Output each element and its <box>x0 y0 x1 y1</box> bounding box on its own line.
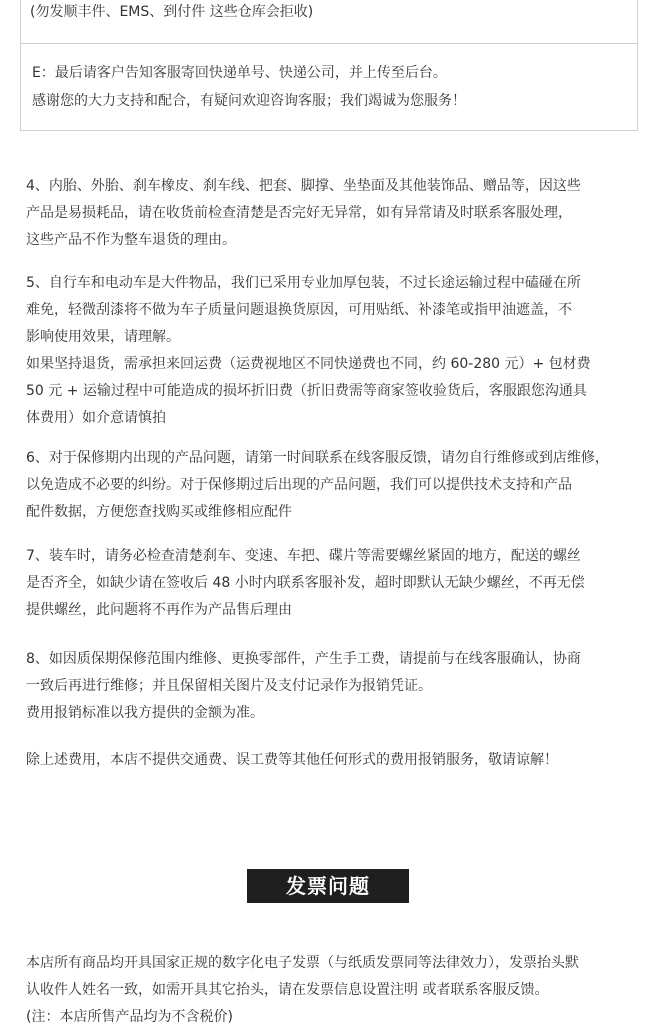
disclaimer-line: 除上述费用，本店不提供交通费、误工费等其他任何形式的费用报销服务，敬请谅解！ <box>26 752 558 768</box>
section-5-line: 影响使用效果，请理解。 <box>26 329 180 345</box>
section-6-line: 6、对于保修期内出现的产品问题，请第一时间联系在线客服反馈，请勿自行维修或到店维修， <box>26 450 609 466</box>
section-7-line: 提供螺丝，此问题将不再作为产品售后理由 <box>26 602 292 618</box>
invoice-line: 认收件人姓名一致，如需开具其它抬头，请在发票信息设置注明 或者联系客服反馈。 <box>26 982 549 998</box>
section-8-line: 费用报销标准以我方提供的金额为准。 <box>26 705 264 721</box>
section-4 <box>26 173 638 254</box>
section-4-line: 这些产品不作为整车退货的理由。 <box>26 232 236 248</box>
section-4-line: 产品是易损耗品，请在收货前检查清楚是否完好无异常，如有异常请及时联系客服处理， <box>26 205 572 221</box>
section-5-line: 体费用）如介意请慎拍 <box>26 410 166 426</box>
step-e-text: E：最后请客户告知客服寄回快递单号、快递公司，并上传至后台。 <box>32 65 447 81</box>
invoice-note: (注：本店所售产品均为不含税价) <box>26 1009 233 1025</box>
thanks-text: 感谢您的大力支持和配合，有疑问欢迎咨询客服；我们竭诚为您服务！ <box>32 93 466 109</box>
section-7-line: 7、装车时，请务必检查清楚刹车、变速、车把、碟片等需要螺丝紧固的地方，配送的螺丝 <box>26 548 581 564</box>
section-5-line: 难免，轻微刮漆将不做为车子质量问题退换货原因，可用贴纸、补漆笔或指甲油遮盖，不 <box>26 302 572 318</box>
section-5 <box>26 270 638 432</box>
section-7 <box>26 543 638 624</box>
returns-info-box <box>20 0 638 131</box>
section-5-line: 50 元 + 运输过程中可能造成的损坏折旧费（折旧费需等商家签收验货后，客服跟您沟通具 <box>26 383 587 399</box>
section-7-line: 是否齐全，如缺少请在签收后 48 小时内联系客服补发，超时即默认无缺少螺丝，不再无偿 <box>26 575 585 591</box>
section-6 <box>26 445 638 526</box>
invoice-section-title: 发票问题 <box>247 869 409 903</box>
box-top-cell <box>20 0 638 44</box>
section-8-line: 一致后再进行维修；并且保留相关图片及支付记录作为报销凭证。 <box>26 678 432 694</box>
section-4-line: 4、内胎、外胎、刹车橡皮、刹车线、把套、脚撑、坐垫面及其他装饰品、赠品等，因这些 <box>26 178 581 194</box>
box-bottom-cell <box>20 44 638 131</box>
warehouse-reject-note: (勿发顺丰件、EMS、到付件 这些仓库会拒收) <box>30 4 314 20</box>
section-6-line: 以免造成不必要的纠纷。对于保修期过后出现的产品问题，我们可以提供技术支持和产品 <box>26 477 572 493</box>
invoice-line: 本店所有商品均开具国家正规的数字化电子发票（与纸质发票同等法律效力），发票抬头默 <box>26 955 579 971</box>
section-6-line: 配件数据，方便您查找购买或维修相应配件 <box>26 504 292 520</box>
section-8-line: 8、如因质保期保修范围内维修、更换零部件，产生手工费，请提前与在线客服确认，协商 <box>26 651 581 667</box>
section-5-line: 5、自行车和电动车是大件物品，我们已采用专业加厚包装，不过长途运输过程中磕碰在所 <box>26 275 581 291</box>
section-8 <box>26 646 638 727</box>
section-disclaimer <box>26 747 638 774</box>
section-5-line: 如果坚持退货，需承担来回运费（运费视地区不同快递费也不同，约 60-280 元）+ 包材费 <box>26 356 591 372</box>
